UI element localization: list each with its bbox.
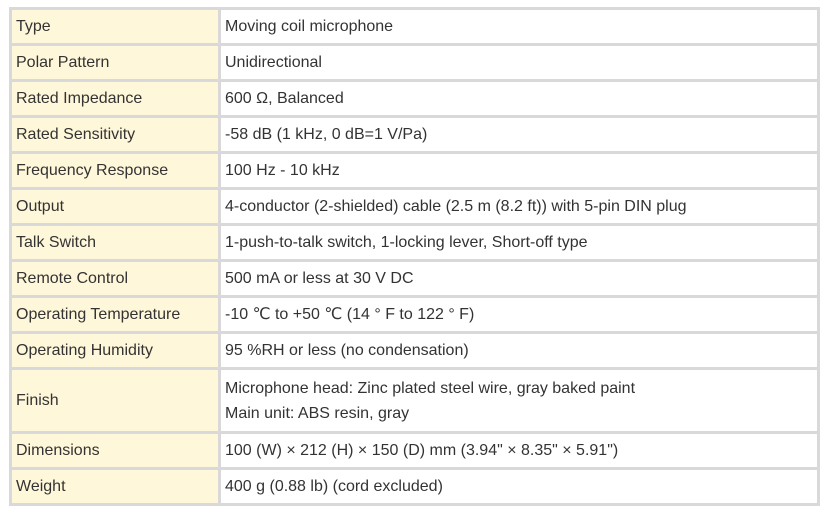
spec-value-line: 4-conductor (2-shielded) cable (2.5 m (8.2 ft)) with 5-pin DIN plug (225, 198, 687, 215)
spec-value (221, 46, 817, 79)
spec-value-line: 100 Hz - 10 kHz (225, 162, 340, 179)
spec-value (221, 262, 817, 295)
spec-row-operating-humidity (12, 334, 817, 367)
spec-value (221, 10, 817, 43)
spec-value-line: 600 Ω, Balanced (225, 90, 344, 107)
spec-row-remote-control (12, 262, 817, 295)
spec-value (221, 118, 817, 151)
spec-label: Polar Pattern (12, 46, 218, 79)
spec-row-finish (12, 370, 817, 431)
spec-row-dimensions (12, 434, 817, 467)
spec-row-polar-pattern (12, 46, 817, 79)
spec-label: Dimensions (12, 434, 218, 467)
spec-value (221, 226, 817, 259)
spec-value-line: Unidirectional (225, 54, 322, 71)
spec-value-line: Microphone head: Zinc plated steel wire, gray baked paint (225, 379, 636, 397)
spec-value (221, 370, 817, 431)
spec-value-line: Main unit: ABS resin, gray (225, 404, 410, 422)
spec-label: Remote Control (12, 262, 218, 295)
spec-row-type (12, 10, 817, 43)
spec-value-line: -10 ℃ to +50 ℃ (14 ° F to 122 ° F) (225, 306, 475, 323)
spec-label: Output (12, 190, 218, 223)
spec-value-line: 400 g (0.88 lb) (cord excluded) (225, 478, 443, 495)
spec-row-rated-impedance (12, 82, 817, 115)
spec-label: Operating Humidity (12, 334, 218, 367)
spec-label: Finish (12, 370, 218, 431)
spec-row-weight (12, 470, 817, 503)
spec-label: Weight (12, 470, 218, 503)
spec-value (221, 190, 817, 223)
spec-value-line: 500 mA or less at 30 V DC (225, 270, 414, 287)
spec-label: Operating Temperature (12, 298, 218, 331)
spec-value (221, 82, 817, 115)
specifications-table (9, 7, 820, 506)
spec-value-line: Moving coil microphone (225, 18, 394, 35)
spec-value (221, 298, 817, 331)
spec-label: Talk Switch (12, 226, 218, 259)
spec-value (221, 434, 817, 467)
spec-row-operating-temperature (12, 298, 817, 331)
spec-row-output (12, 190, 817, 223)
spec-value (221, 334, 817, 367)
spec-value-line: 100 (W) × 212 (H) × 150 (D) mm (3.94" × 8.35" × 5.91") (225, 442, 619, 459)
spec-label: Frequency Response (12, 154, 218, 187)
spec-value-line: 1-push-to-talk switch, 1-locking lever, Short-off type (225, 234, 588, 251)
spec-value (221, 470, 817, 503)
spec-value-line: 95 %RH or less (no condensation) (225, 342, 469, 359)
spec-row-talk-switch (12, 226, 817, 259)
spec-label: Type (12, 10, 218, 43)
spec-row-rated-sensitivity (12, 118, 817, 151)
spec-value (221, 154, 817, 187)
spec-row-frequency-response (12, 154, 817, 187)
spec-label: Rated Sensitivity (12, 118, 218, 151)
spec-label: Rated Impedance (12, 82, 218, 115)
spec-value-line: -58 dB (1 kHz, 0 dB=1 V/Pa) (225, 126, 428, 143)
